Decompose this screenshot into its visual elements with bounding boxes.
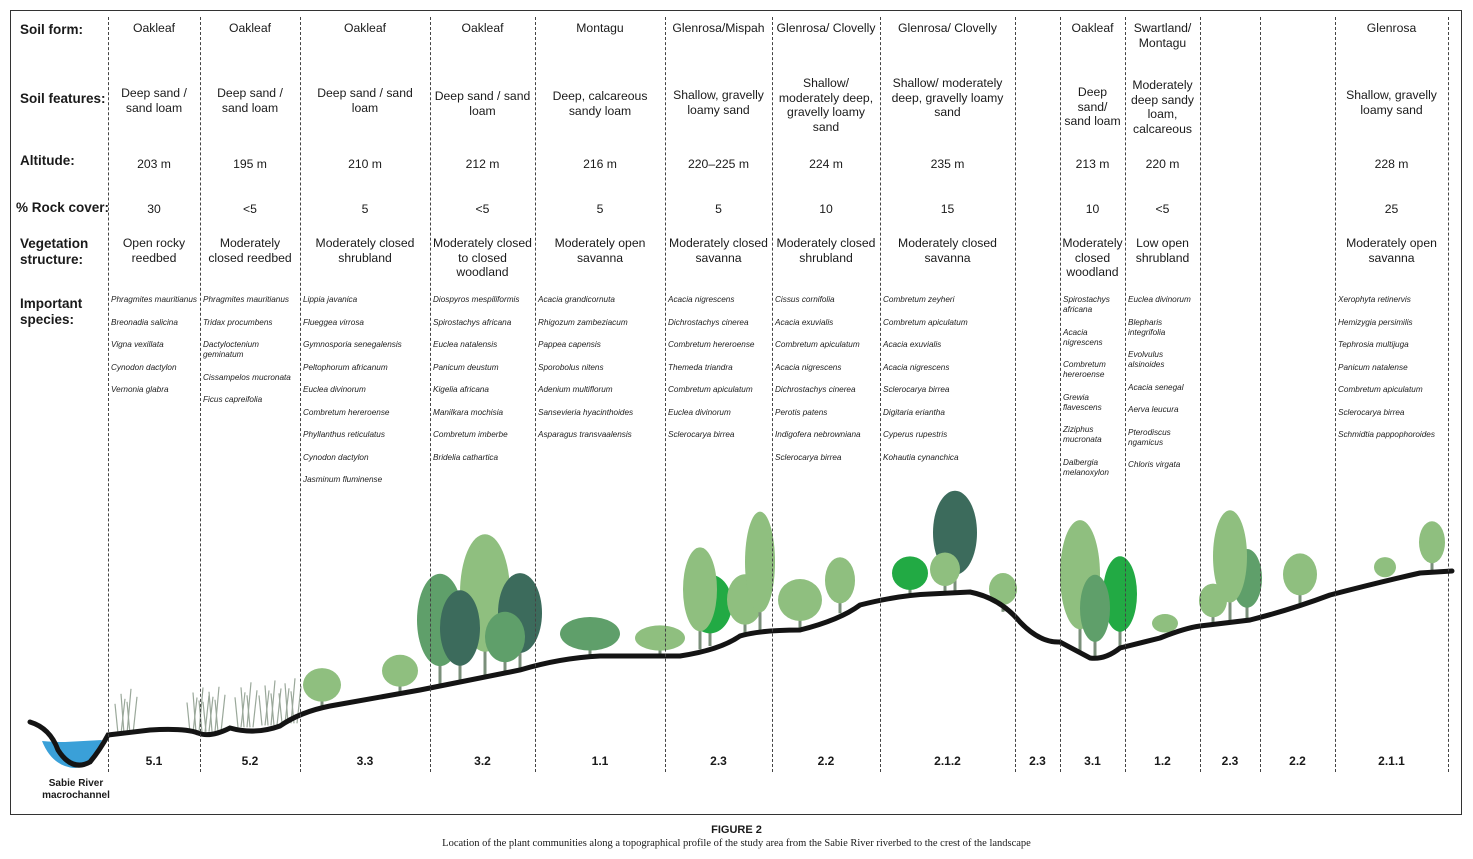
- species-item: Sclerocarya birrea: [668, 430, 735, 439]
- river-label: Sabie River macrochannel: [42, 778, 110, 801]
- species-item: Kohautia cynanchica: [883, 452, 959, 462]
- soil-features-cell: Deep sand / sand loam: [317, 86, 413, 115]
- species-item: Pappea capensis: [538, 340, 601, 349]
- species-item: Euclea natalensis: [433, 340, 498, 349]
- rock-cover-cell: 10: [819, 202, 833, 216]
- species-item: Peltophorum africanum: [303, 362, 388, 372]
- species-item: Cyperus rupestris: [883, 430, 948, 439]
- species-item: Tephrosia multijuga: [1338, 340, 1409, 349]
- community-column: [1125, 12, 1200, 772]
- soil-features-cell: Deep, calcareous sandy loam: [552, 89, 648, 118]
- vegetation-cell: Moderately open savanna: [1346, 236, 1437, 265]
- species-item: Panicum deustum: [433, 362, 499, 372]
- row-label-altitude: Altitude:: [20, 153, 75, 168]
- species-item: Combretum apiculatum: [883, 317, 968, 327]
- species-item: Combretum imberbe: [433, 430, 508, 439]
- species-item: Sporobolus nitens: [538, 362, 604, 372]
- community-column: [1060, 12, 1125, 772]
- species-item: Spirostachys africana: [1063, 295, 1110, 314]
- species-item: Diospyros mespiliformis: [433, 295, 520, 304]
- soil-form-cell: Glenrosa/Mispah: [672, 21, 765, 35]
- community-number: 2.1.2: [934, 754, 961, 768]
- species-item: Grewia flavescens: [1063, 392, 1102, 412]
- community-column: [665, 12, 772, 772]
- community-number: 2.3: [1221, 754, 1239, 768]
- species-item: Spirostachys africana: [433, 317, 512, 327]
- figure-title: FIGURE 2: [711, 824, 762, 836]
- species-item: Combretum apiculatum: [668, 385, 753, 394]
- species-item: Breonadia salicina: [111, 317, 178, 327]
- species-item: Bridelia cathartica: [433, 452, 499, 462]
- vegetation-cell: Moderately closed woodland: [1062, 236, 1123, 279]
- altitude-cell: 213 m: [1075, 157, 1110, 171]
- species-list: [883, 295, 1015, 475]
- species-item: Indigofera nebrowniana: [775, 430, 861, 439]
- community-number: 2.2: [1289, 754, 1306, 768]
- vegetation-cell: Moderately closed to closed woodland: [433, 236, 532, 279]
- species-list: [1063, 295, 1125, 490]
- community-number: 2.3: [710, 754, 727, 768]
- species-item: Combretum hereroense: [303, 407, 390, 417]
- species-item: Tridax procumbens: [203, 317, 273, 327]
- species-item: Acacia nigrescens: [668, 295, 735, 304]
- community-column: [1200, 12, 1260, 772]
- species-item: Sclerocarya birrea: [1338, 407, 1405, 417]
- species-item: Jasminum fluminense: [303, 475, 383, 484]
- community-number: 5.2: [241, 754, 259, 768]
- column-divider: [1448, 17, 1449, 772]
- rock-cover-cell: 5: [361, 202, 369, 216]
- species-item: Cynodon dactylon: [303, 452, 369, 462]
- species-item: Asparagus transvaalensis: [538, 430, 632, 439]
- species-item: Blepharis integrifolia: [1128, 317, 1166, 337]
- vegetation-cell: Moderately closed reedbed: [208, 236, 292, 265]
- community-column: [1335, 12, 1448, 772]
- community-number: 1.1: [591, 754, 609, 768]
- vegetation-cell: Moderately closed shrubland: [315, 236, 415, 265]
- figure-caption: Location of the plant communities along a topographical profile of the study area from the Sabie River riverbed to the crest of the landscape: [442, 838, 1031, 849]
- species-item: Cissus cornifolia: [775, 295, 835, 304]
- community-column: [430, 12, 535, 772]
- rock-cover-cell: 5: [715, 202, 722, 216]
- species-item: Manilkara mochisia: [433, 407, 504, 417]
- soil-features-cell: Shallow/ moderately deep, gravelly loamy sand: [891, 76, 1004, 119]
- community-number: 2.3: [1029, 754, 1046, 768]
- species-list: [303, 295, 430, 498]
- soil-form-cell: Glenrosa/ Clovelly: [776, 21, 876, 35]
- species-item: Adenium multiflorum: [538, 385, 613, 394]
- soil-form-cell: Glenrosa: [1366, 21, 1417, 35]
- vegetation-cell: Moderately closed shrubland: [776, 236, 876, 265]
- species-item: Cissampelos mucronata: [203, 372, 291, 382]
- species-item: Acacia exuvialis: [883, 340, 942, 349]
- species-item: Lippia javanica: [303, 295, 358, 304]
- soil-form-cell: Oakleaf: [343, 21, 386, 35]
- soil-features-cell: Shallow, gravelly loamy sand: [1346, 88, 1437, 117]
- species-item: Dichrostachys cinerea: [775, 385, 856, 394]
- community-number: 2.1.1: [1378, 754, 1405, 768]
- species-item: Sansevieria hyacinthoides: [538, 407, 634, 417]
- species-item: Perotis patens: [775, 407, 828, 417]
- species-item: Hemizygia persimilis: [1338, 317, 1413, 327]
- species-item: Xerophyta retinervis: [1338, 295, 1411, 304]
- species-item: Euclea divinorum: [303, 385, 366, 394]
- species-item: Phragmites mauritianus: [111, 295, 198, 304]
- row-label-vegetation: Vegetation structure:: [20, 236, 89, 267]
- species-item: Euclea divinorum: [1128, 295, 1191, 304]
- species-list: [1128, 295, 1200, 483]
- row-label-soil-features: Soil features:: [20, 91, 106, 106]
- soil-form-cell: Glenrosa/ Clovelly: [898, 21, 997, 35]
- community-column: [1260, 12, 1335, 772]
- species-item: Acacia exuvialis: [775, 317, 834, 327]
- species-item: Acacia nigrescens: [1063, 327, 1103, 347]
- rock-cover-cell: 15: [940, 202, 955, 216]
- community-column: [1015, 12, 1060, 772]
- rock-cover-cell: <5: [1155, 202, 1170, 216]
- vegetation-cell: Moderately open savanna: [554, 236, 646, 265]
- altitude-cell: 220–225 m: [688, 157, 749, 171]
- species-list: [668, 295, 772, 453]
- soil-features-cell: Deep sand / sand loam: [217, 86, 283, 115]
- species-item: Dactyloctenium geminatum: [203, 340, 259, 359]
- altitude-cell: 220 m: [1145, 157, 1180, 171]
- species-list: [111, 295, 200, 408]
- altitude-cell: 216 m: [583, 157, 617, 171]
- community-number: 3.2: [474, 754, 491, 768]
- vegetation-cell: Low open shrubland: [1135, 236, 1190, 265]
- community-column: [535, 12, 665, 772]
- soil-features-cell: Shallow/ moderately deep, gravelly loamy sand: [778, 76, 874, 134]
- species-item: Dichrostachys cinerea: [668, 317, 749, 327]
- altitude-cell: 203 m: [137, 157, 171, 171]
- community-number: 3.3: [356, 754, 374, 768]
- community-number: 5.1: [145, 754, 163, 768]
- community-number: 2.2: [817, 754, 835, 768]
- vegetation-cell: Moderately closed savanna: [898, 236, 997, 265]
- species-list: [433, 295, 535, 475]
- species-item: Combretum apiculatum: [1338, 385, 1423, 394]
- altitude-cell: 224 m: [809, 157, 843, 171]
- species-item: Vigna vexillata: [111, 340, 164, 349]
- rock-cover-cell: 30: [147, 202, 161, 216]
- soil-form-cell: Oakleaf: [1071, 21, 1114, 35]
- community-column: [300, 12, 430, 772]
- species-item: Sclerocarya birrea: [775, 452, 842, 462]
- vegetation-cell: Moderately closed savanna: [669, 236, 768, 265]
- row-label-species: Important species:: [20, 296, 83, 327]
- soil-form-cell: Oakleaf: [132, 21, 175, 35]
- rock-cover-cell: 5: [596, 202, 604, 216]
- species-item: Aerva leucura: [1128, 405, 1179, 414]
- species-item: Vernonia glabra: [111, 385, 169, 394]
- species-item: Combretum apiculatum: [775, 340, 860, 349]
- altitude-cell: 228 m: [1374, 157, 1409, 171]
- species-item: Phragmites mauritianus: [203, 295, 290, 304]
- soil-features-cell: Moderately deep sandy loam, calcareous: [1130, 78, 1195, 136]
- species-item: Rhigozum zambeziacum: [538, 317, 628, 327]
- species-item: Digitaria eriantha: [883, 407, 945, 417]
- soil-form-cell: Oakleaf: [228, 21, 271, 35]
- soil-features-cell: Deep sand/ sand loam: [1064, 85, 1121, 128]
- species-item: Chloris virgata: [1128, 460, 1181, 469]
- species-item: Acacia nigrescens: [883, 362, 950, 372]
- species-item: Dalbergia melanoxylon: [1063, 457, 1109, 477]
- species-item: Evolvulus alsinoides: [1128, 350, 1165, 369]
- soil-features-cell: Deep sand / sand loam: [434, 89, 531, 118]
- species-item: Combretum zeyheri: [883, 295, 955, 304]
- community-column: [108, 12, 200, 772]
- species-item: Acacia senegal: [1128, 382, 1184, 392]
- species-item: Schmidtia pappophoroides: [1338, 430, 1435, 439]
- soil-form-cell: Swartland/ Montagu: [1133, 21, 1192, 50]
- species-list: [775, 295, 880, 475]
- species-item: Pterodiscus ngamicus: [1128, 427, 1171, 447]
- rock-cover-cell: <5: [243, 202, 257, 216]
- rock-cover-cell: 25: [1384, 202, 1399, 216]
- species-item: Flueggea virrosa: [303, 317, 364, 327]
- altitude-cell: 235 m: [930, 157, 965, 171]
- species-list: [203, 295, 300, 418]
- altitude-cell: 195 m: [233, 157, 267, 171]
- community-number: 1.2: [1154, 754, 1171, 768]
- altitude-cell: 210 m: [348, 157, 382, 171]
- species-item: Ziziphus mucronata: [1063, 425, 1102, 444]
- vegetation-cell: Open rocky reedbed: [122, 236, 186, 265]
- species-item: Euclea divinorum: [668, 407, 731, 417]
- rock-cover-cell: <5: [475, 202, 490, 216]
- rock-cover-cell: 10: [1085, 202, 1100, 216]
- soil-form-cell: Montagu: [576, 21, 624, 35]
- soil-form-cell: Oakleaf: [461, 21, 504, 35]
- species-item: Combretum hereroense: [668, 340, 755, 349]
- soil-features-cell: Deep sand / sand loam: [121, 86, 187, 115]
- species-item: Phyllanthus reticulatus: [303, 430, 385, 439]
- species-item: Combretum hereroense: [1063, 360, 1106, 379]
- altitude-cell: 212 m: [465, 157, 500, 171]
- species-item: Gymnosporia senegalensis: [303, 340, 402, 349]
- species-item: Kigelia africana: [433, 385, 489, 394]
- species-item: Panicum natalense: [1338, 362, 1408, 372]
- species-item: Themeda triandra: [668, 362, 733, 372]
- species-item: Sclerocarya birrea: [883, 385, 950, 394]
- community-column: [772, 12, 880, 772]
- row-label-soil-form: Soil form:: [20, 22, 83, 37]
- species-item: Cynodon dactylon: [111, 362, 177, 372]
- community-column: [880, 12, 1015, 772]
- community-column: [200, 12, 300, 772]
- row-label-rock-cover: % Rock cover:: [16, 200, 110, 215]
- species-list: [538, 295, 665, 453]
- species-list: [1338, 295, 1448, 453]
- species-item: Acacia nigrescens: [775, 362, 842, 372]
- species-item: Ficus capreifolia: [203, 395, 263, 404]
- species-item: Acacia grandicornuta: [538, 295, 615, 304]
- community-number: 3.1: [1084, 754, 1101, 768]
- soil-features-cell: Shallow, gravelly loamy sand: [673, 88, 764, 117]
